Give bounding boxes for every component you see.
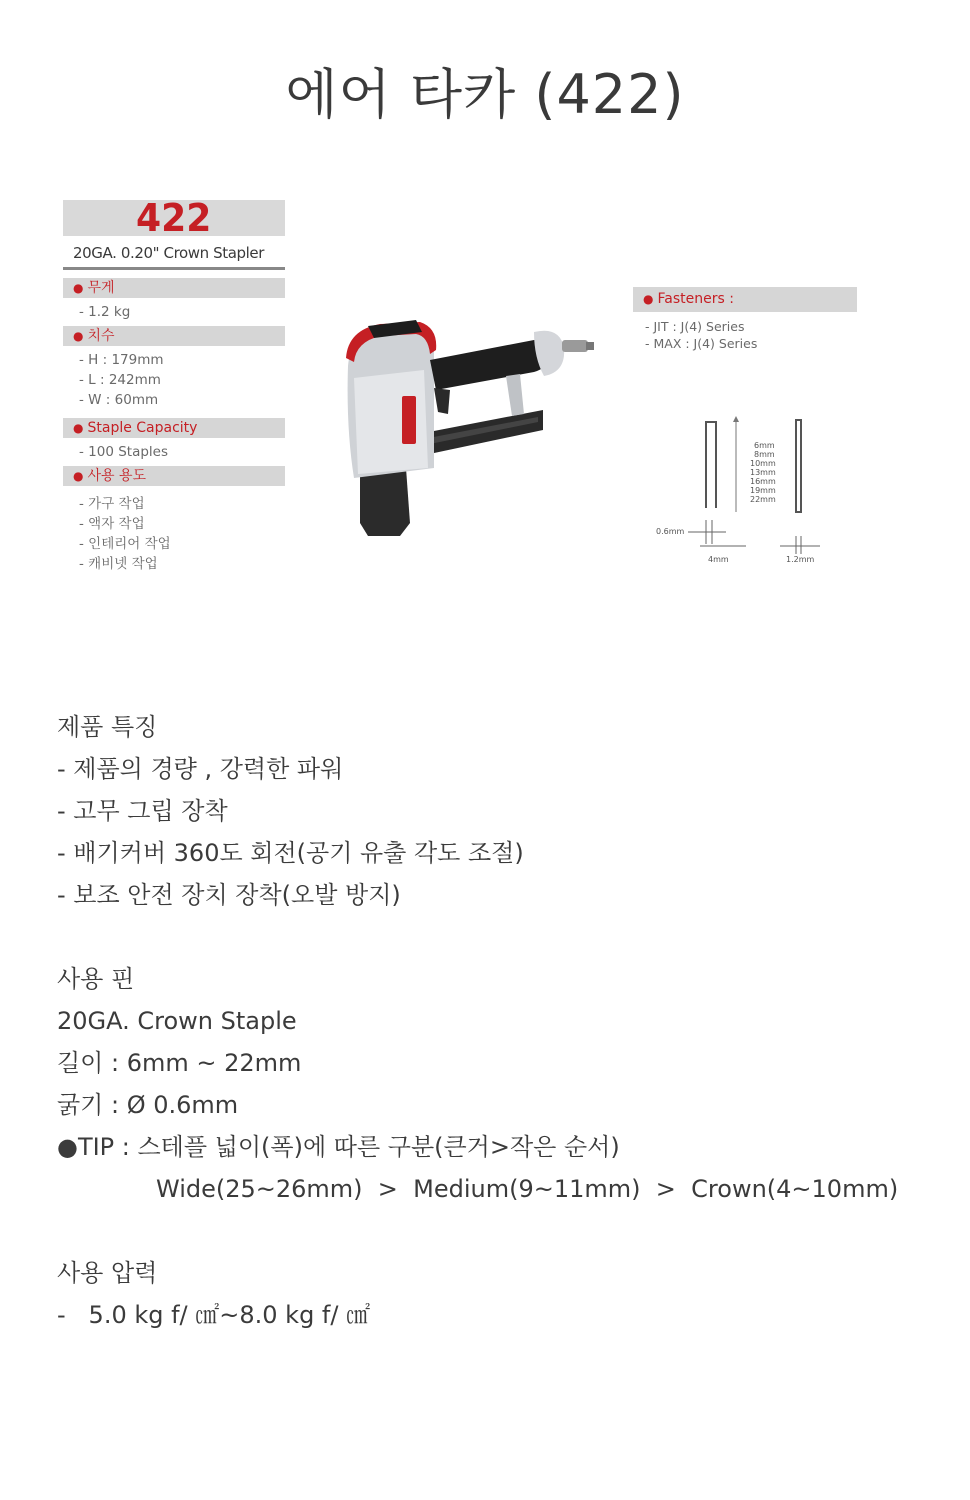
crown-label: 4mm	[708, 555, 729, 564]
tip-detail: Wide(25~26mm) > Medium(9~11mm) > Crown(4~10mm)	[156, 1175, 899, 1203]
features-heading: 제품 특징	[57, 713, 158, 741]
spec-line: - L : 242mm	[79, 372, 161, 388]
thickness-label: 1.2mm	[786, 555, 815, 564]
spec-heading-capacity: ● Staple Capacity	[63, 418, 285, 438]
spec-line: - W : 60mm	[79, 392, 159, 408]
spec-line: - H : 179mm	[79, 352, 164, 368]
feature-item: - 보조 안전 장치 장착(오발 방지)	[57, 881, 401, 909]
product-description	[57, 706, 937, 1336]
spec-line: - 액자 작업	[79, 516, 145, 532]
air-stapler-image	[338, 318, 600, 558]
length-label: 8mm	[754, 450, 775, 459]
pin-thickness: 굵기 : Ø 0.6mm	[57, 1091, 239, 1119]
page-title: 에어 타카 (422)	[285, 63, 685, 126]
spec-heading-weight: ● 무게	[63, 278, 285, 298]
tip-line: ●TIP : 스테플 넓이(폭)에 따른 구분(큰거>작은 순서)	[57, 1133, 620, 1161]
spec-heading-dimensions: ● 치수	[63, 326, 285, 346]
model-number: 422	[136, 196, 212, 240]
pressure-value: - 5.0 kg f/ ㎠~8.0 kg f/ ㎠	[57, 1301, 371, 1329]
feature-item: - 고무 그립 장착	[57, 797, 228, 825]
pins-heading: 사용 핀	[57, 965, 135, 993]
model-subtitle: 20GA. 0.20" Crown Stapler	[63, 236, 285, 270]
pin-type: 20GA. Crown Staple	[57, 1007, 297, 1035]
pin-length: 길이 : 6mm ~ 22mm	[57, 1049, 302, 1077]
model-box	[63, 196, 285, 240]
wire-label: 0.6mm	[656, 527, 685, 536]
spec-line: - 100 Staples	[79, 444, 169, 460]
length-label: 6mm	[754, 441, 775, 450]
pressure-heading: 사용 압력	[57, 1259, 158, 1287]
length-label: 13mm	[750, 468, 776, 477]
fasteners-heading: ● Fasteners :	[633, 287, 857, 312]
spec-line: - 인테리어 작업	[79, 536, 171, 552]
length-label: 22mm	[750, 495, 776, 504]
spec-line: - 1.2 kg	[79, 304, 131, 320]
spec-card	[63, 196, 285, 574]
spec-line: - 가구 작업	[79, 496, 145, 512]
fastener-line: - JIT : J(4) Series	[645, 319, 745, 334]
length-labels	[750, 441, 776, 504]
feature-item: - 배기커버 360도 회전(공기 유출 각도 조절)	[57, 839, 524, 867]
length-label: 19mm	[750, 486, 776, 495]
fastener-line: - MAX : J(4) Series	[645, 336, 758, 351]
spec-heading-usage: ● 사용 용도	[63, 466, 285, 486]
length-label: 10mm	[750, 459, 776, 468]
feature-item: - 제품의 경량 , 강력한 파워	[57, 755, 344, 783]
length-label: 16mm	[750, 477, 776, 486]
fasteners-panel	[633, 287, 857, 352]
spec-line: - 캐비넷 작업	[79, 556, 158, 572]
staple-diagram	[650, 408, 830, 573]
